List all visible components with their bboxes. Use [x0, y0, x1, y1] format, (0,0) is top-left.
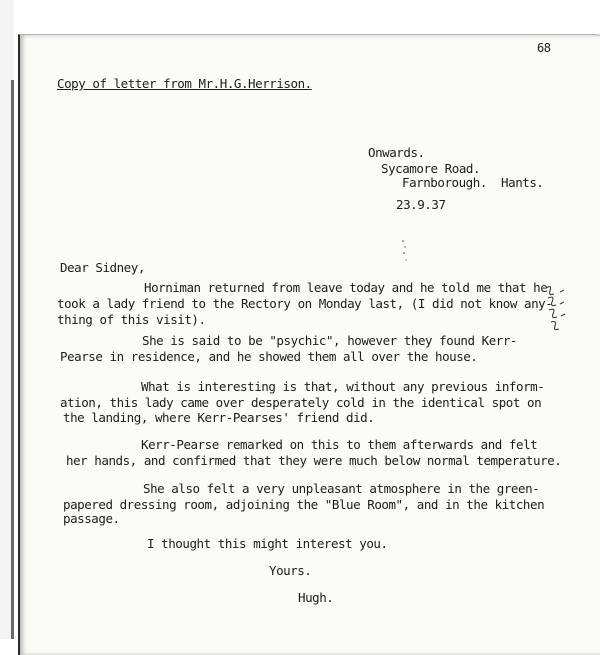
- handwritten-margin-mark: [542, 282, 568, 334]
- address-line-2: Sycamore Road.: [381, 161, 481, 176]
- letter-heading: Copy of letter from Mr.H.G.Herrison.: [57, 76, 312, 91]
- signature: Hugh.: [298, 590, 334, 605]
- address-line-1: Onwards.: [368, 145, 425, 160]
- body-line: I thought this might interest you.: [147, 536, 388, 551]
- body-line: took a lady friend to the Rectory on Monday last, (I did not know any-: [57, 296, 553, 311]
- body-line: papered dressing room, adjoining the "Blue Room", and in the kitchen: [63, 497, 545, 512]
- body-line: She is said to be "psychic", however they found Kerr-: [142, 333, 518, 348]
- salutation: Dear Sidney,: [60, 260, 145, 275]
- body-line: passage.: [63, 511, 120, 526]
- scan-speckles: [398, 238, 410, 278]
- body-line: her hands, and confirmed that they were much below normal temperature.: [66, 453, 562, 468]
- letter-date: 23.9.37: [396, 197, 446, 212]
- body-line: Horniman returned from leave today and he told me that he: [144, 280, 548, 295]
- body-line: Pearse in residence, and he showed them all over the house.: [60, 349, 478, 364]
- address-line-3: Farnborough. Hants.: [402, 175, 544, 190]
- body-line: Kerr-Pearse remarked on this to them afterwards and felt: [141, 437, 538, 452]
- scan-binding-shadow: [11, 80, 14, 639]
- page-number: 68: [537, 41, 551, 55]
- body-line: thing of this visit).: [57, 312, 206, 327]
- body-line: What is interesting is that, without any previous inform-: [141, 379, 545, 394]
- body-line: ation, this lady came over desperately cold in the identical spot on: [60, 395, 542, 410]
- closing: Yours.: [269, 563, 312, 578]
- body-line: the landing, where Kerr-Pearses' friend did.: [63, 410, 375, 425]
- body-line: She also felt a very unpleasant atmosphere in the green-: [143, 481, 540, 496]
